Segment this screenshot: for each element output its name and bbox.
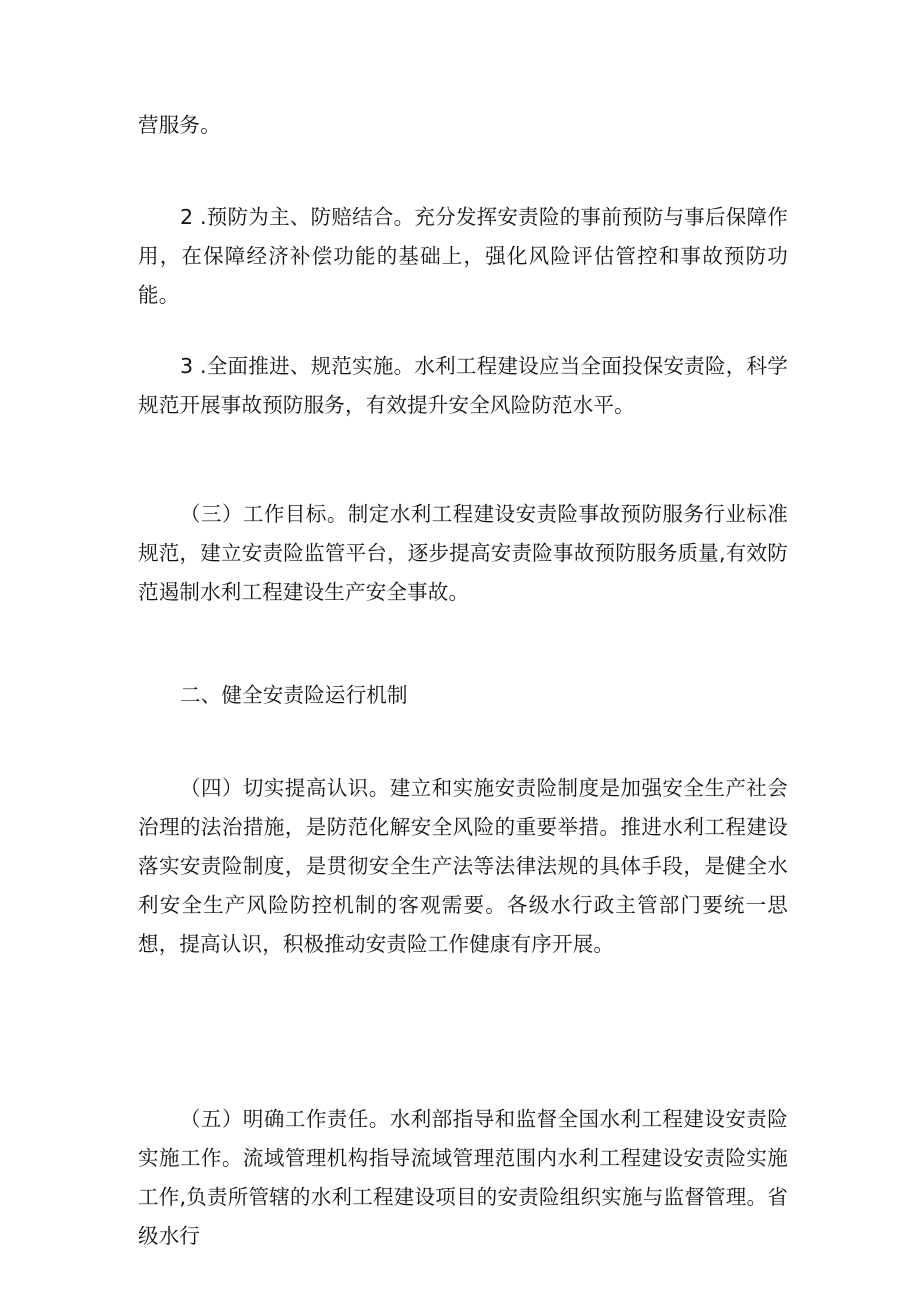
- section-heading: 二、健全安责险运行机制: [180, 683, 408, 707]
- paragraph-continuation: 营服务。: [138, 113, 221, 137]
- paragraph-principle-2: 2 .预防为主、防赔结合。充分发挥安责险的事前预防与事后保障作用，在保障经济补偿功能的基础上，强化风险评估管控和事故预防功能。: [138, 205, 788, 307]
- paragraph-work-goal: （三）工作目标。制定水利工程建设安责险事故预防服务行业标准规范，建立安责险监管平台，逐步提高安责险事故预防服务质量,有效防范遏制水利工程建设生产安全事故。: [138, 502, 788, 604]
- paragraph-raise-awareness: （四）切实提高认识。建立和实施安责险制度是加强安全生产社会治理的法治措施，是防范化解安全风险的重要举措。推进水利工程建设落实安责险制度，是贯彻安全生产法等法律法规的具体手段，是健全水利安全生产风险防控机制的客观需要。各级水行政主管部门要统一思想，提高认识，积极推动安责险工作健康有序开展。: [138, 776, 788, 956]
- paragraph-clarify-responsibility: （五）明确工作责任。水利部指导和监督全国水利工程建设安责险实施工作。流域管理机构指导流域管理范围内水利工程建设安责险实施工作,负责所管辖的水利工程建设项目的安责险组织实施与监督管理。省级水行: [138, 1107, 788, 1248]
- paragraph-principle-3: 3 .全面推进、规范实施。水利工程建设应当全面投保安责险，科学规范开展事故预防服务，有效提升安全风险防范水平。: [138, 354, 788, 417]
